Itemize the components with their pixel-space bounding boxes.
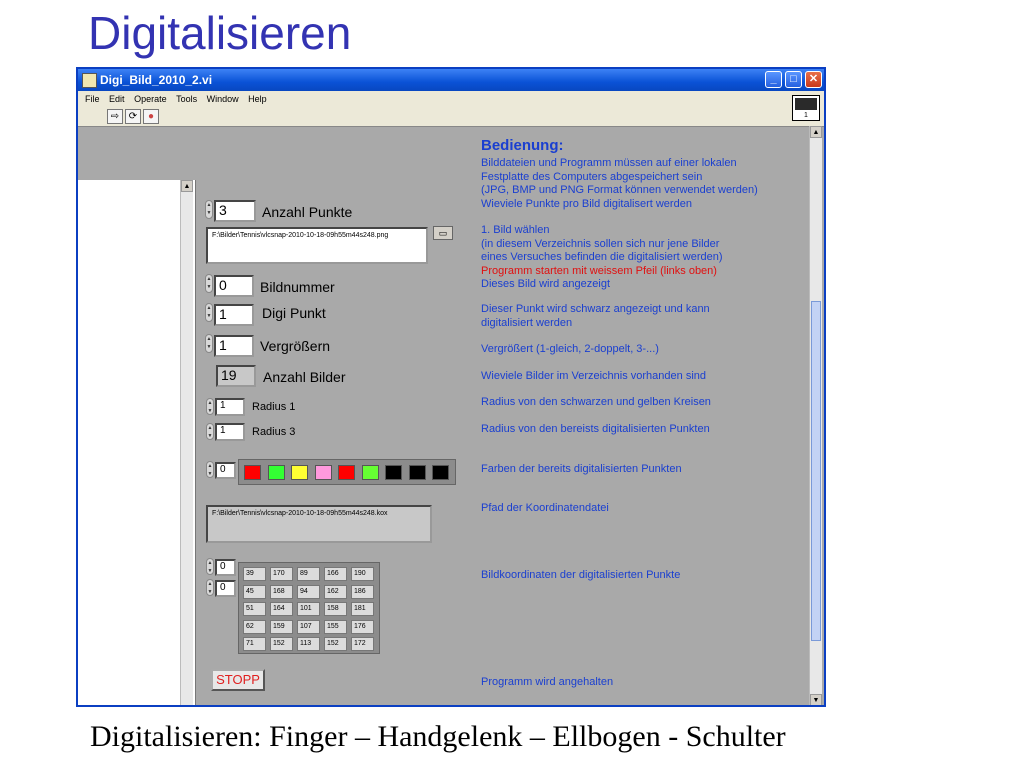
- left-scrollbar[interactable]: [180, 180, 193, 705]
- bedienung-heading: Bedienung:: [481, 137, 564, 154]
- image-path-input[interactable]: F:\Bilder\Tennis\vlcsnap-2010-10-18-09h55m44s248.png: [206, 227, 428, 264]
- color-swatch[interactable]: [315, 465, 332, 480]
- menu-tools[interactable]: Tools: [176, 94, 198, 104]
- intro-line: Bilddateien und Programm müssen auf einer lokalen: [481, 157, 737, 169]
- color-swatch[interactable]: [409, 465, 426, 480]
- table-cell[interactable]: 162: [324, 585, 347, 599]
- koordinaten-path-indicator: F:\Bilder\Tennis\vlcsnap-2010-10-18-09h55m44s248.kox: [206, 505, 432, 543]
- vergroessern-input[interactable]: 1: [214, 335, 254, 357]
- vergroessert-description: Vergrößert (1-gleich, 2-doppelt, 3-...): [481, 343, 659, 355]
- menu-edit[interactable]: Edit: [109, 94, 125, 104]
- close-button[interactable]: ✕: [805, 71, 822, 88]
- table-cell[interactable]: 172: [351, 637, 374, 651]
- table-cell[interactable]: 51: [243, 602, 266, 616]
- scroll-up-icon[interactable]: ▲: [810, 126, 822, 138]
- table-cell[interactable]: 186: [351, 585, 374, 599]
- radius1-input[interactable]: 1: [215, 398, 245, 416]
- bildnummer-label: Bildnummer: [260, 279, 335, 295]
- table-cell[interactable]: 94: [297, 585, 320, 599]
- abort-icon[interactable]: ●: [143, 109, 159, 124]
- anzahl-bilder-indicator: 19: [216, 365, 256, 387]
- table-cell[interactable]: 107: [297, 620, 320, 634]
- labview-window: [76, 67, 826, 707]
- color-swatch[interactable]: [385, 465, 402, 480]
- maximize-button[interactable]: □: [785, 71, 802, 88]
- coordinate-table: [238, 562, 380, 654]
- anzahl-punkte-label: Anzahl Punkte: [262, 204, 353, 220]
- slide-title: Digitalisieren: [88, 7, 352, 59]
- intro-line: Festplatte des Computers abgespeichert sein: [481, 170, 703, 183]
- vi-connector-icon: [792, 95, 820, 121]
- table-cell[interactable]: 159: [270, 620, 293, 634]
- table-cell[interactable]: 168: [270, 585, 293, 599]
- radius1-spinner[interactable]: ▲ ▼: [207, 400, 213, 414]
- menu-window[interactable]: Window: [206, 94, 239, 104]
- table-cell[interactable]: 164: [270, 602, 293, 616]
- color-swatch[interactable]: [362, 465, 379, 480]
- panel-scrollbar[interactable]: [809, 126, 822, 706]
- step-text: [481, 224, 723, 292]
- table-col-spinner[interactable]: ▲ ▼: [207, 581, 213, 595]
- table-cell[interactable]: 190: [351, 567, 374, 581]
- color-index-spinner[interactable]: ▲ ▼: [207, 463, 213, 477]
- anzahl-punkte-input[interactable]: 3: [214, 200, 256, 222]
- table-cell[interactable]: 166: [324, 567, 347, 581]
- slide-caption: Digitalisieren: Finger – Handgelenk – Ellbogen - Schulter: [90, 720, 786, 753]
- step-line-red: Programm starten mit weissem Pfeil (links oben): [481, 264, 717, 277]
- table-col-index[interactable]: 0: [215, 580, 236, 597]
- angehalten-description: Programm wird angehalten: [481, 676, 614, 688]
- table-cell[interactable]: 101: [297, 602, 320, 616]
- anzahl-bilder-label: Anzahl Bilder: [263, 369, 346, 385]
- folder-icon[interactable]: ▭: [433, 226, 453, 240]
- toolbar: [78, 107, 824, 127]
- intro-line: Wieviele Punkte pro Bild digitalisert werden: [481, 197, 692, 210]
- menu-help[interactable]: Help: [248, 94, 267, 104]
- radius3-spinner[interactable]: ▲ ▼: [207, 425, 213, 439]
- step-line: Dieses Bild wird angezeigt: [481, 278, 611, 290]
- vergroessern-label: Vergrößern: [260, 338, 331, 354]
- run-arrow-icon[interactable]: ⇨: [107, 109, 123, 124]
- pfad-description: Pfad der Koordinatendatei: [481, 502, 609, 514]
- digi-punkt-label: Digi Punkt: [262, 305, 326, 321]
- digi-punkt-spinner[interactable]: ▲ ▼: [205, 303, 213, 322]
- intro-text: [481, 157, 758, 211]
- koordinaten-description: Bildkoordinaten der digitalisierten Punkte: [481, 569, 681, 581]
- table-cell[interactable]: 170: [270, 567, 293, 581]
- table-cell[interactable]: 152: [324, 637, 347, 651]
- table-row-spinner[interactable]: ▲ ▼: [207, 560, 213, 574]
- scroll-up-icon[interactable]: ▲: [181, 180, 193, 192]
- menu-bar: [78, 91, 824, 107]
- scroll-down-icon[interactable]: ▼: [810, 694, 822, 706]
- radius-schwarz-description: Radius von den schwarzen und gelben Kreisen: [481, 396, 711, 408]
- table-cell[interactable]: 62: [243, 620, 266, 634]
- left-pane: [78, 180, 196, 705]
- stop-button[interactable]: STOPP: [211, 669, 265, 691]
- table-row-index[interactable]: 0: [215, 559, 236, 576]
- step-line: (in diesem Verzeichnis sollen sich nur jene Bilder: [481, 237, 720, 250]
- scroll-thumb[interactable]: [811, 301, 821, 641]
- farben-description: Farben der bereits digitalisierten Punkten: [481, 463, 682, 475]
- color-swatch[interactable]: [268, 465, 285, 480]
- radius3-label: Radius 3: [252, 426, 296, 438]
- table-cell[interactable]: 71: [243, 637, 266, 651]
- digi-line: digitalisiert werden: [481, 316, 573, 329]
- table-cell[interactable]: 158: [324, 602, 347, 616]
- table-cell[interactable]: 45: [243, 585, 266, 599]
- anzahl-description: Wieviele Bilder im Verzeichnis vorhanden sind: [481, 370, 706, 382]
- radius-digi-description: Radius von den bereists digitalisierten Punkten: [481, 423, 710, 435]
- vi-icon-label: 1: [804, 112, 808, 119]
- radius3-input[interactable]: 1: [215, 423, 245, 441]
- radius1-label: Radius 1: [252, 401, 296, 413]
- menu-operate[interactable]: Operate: [134, 94, 167, 104]
- run-continuously-icon[interactable]: ⟳: [125, 109, 141, 124]
- table-cell[interactable]: 181: [351, 602, 374, 616]
- color-index-input[interactable]: 0: [215, 462, 236, 479]
- anzahl-punkte-spinner[interactable]: ▲ ▼: [205, 200, 213, 219]
- color-array: [238, 459, 456, 485]
- title-bar[interactable]: [78, 69, 824, 91]
- step-line: eines Versuches befinden die digitalisiert werden): [481, 251, 723, 263]
- vergroessern-spinner[interactable]: ▲ ▼: [205, 334, 213, 353]
- digi-line: Dieser Punkt wird schwarz angezeigt und kann: [481, 303, 710, 315]
- table-cell[interactable]: 152: [270, 637, 293, 651]
- bildnummer-spinner[interactable]: ▲ ▼: [205, 274, 213, 293]
- step-line: 1. Bild wählen: [481, 224, 550, 236]
- intro-line: (JPG, BMP und PNG Format können verwendet werden): [481, 184, 758, 196]
- table-cell[interactable]: 89: [297, 567, 320, 581]
- bildnummer-input[interactable]: 0: [214, 275, 254, 297]
- color-swatch[interactable]: [291, 465, 308, 480]
- minimize-button[interactable]: _: [765, 71, 782, 88]
- vi-app-icon: [82, 73, 97, 88]
- menu-file[interactable]: File: [85, 94, 100, 104]
- color-swatch[interactable]: [338, 465, 355, 480]
- table-cell[interactable]: 176: [351, 620, 374, 634]
- digi-punkt-input[interactable]: 1: [214, 304, 254, 326]
- table-cell[interactable]: 155: [324, 620, 347, 634]
- digi-description: [481, 303, 710, 330]
- table-cell[interactable]: 39: [243, 567, 266, 581]
- table-cell[interactable]: 113: [297, 637, 320, 651]
- color-swatch[interactable]: [244, 465, 261, 480]
- color-swatch[interactable]: [432, 465, 449, 480]
- window-title: Digi_Bild_2010_2.vi: [100, 73, 213, 87]
